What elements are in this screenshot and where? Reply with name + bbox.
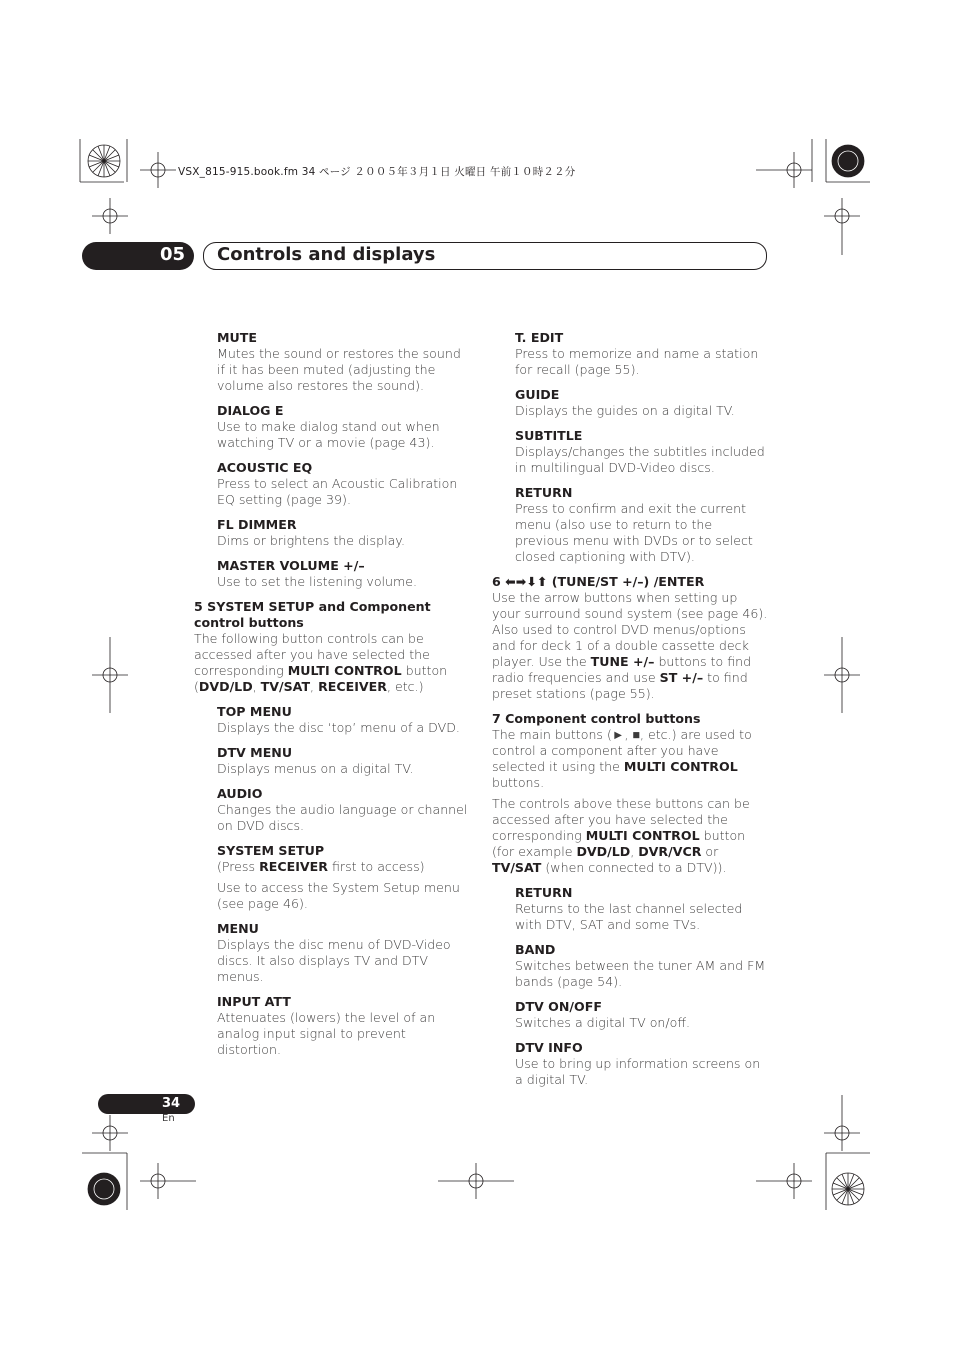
entry-desc: Displays/changes the subtitles included in multilingual DVD-Video discs.	[515, 444, 765, 475]
text-run: The main buttons (►, ■, etc.) are used to control a component after you have selected it using the	[492, 727, 752, 774]
text-run: (Press	[217, 859, 260, 874]
text-run: The controls above these buttons can be accessed after you have selected the corresponding	[492, 796, 750, 843]
text-bold: MULTI CONTROL	[585, 828, 700, 843]
text-run: Use the arrow buttons when setting up your surround sound system (see page 46). Also used to control DVD menus/options and for deck 1 of a double cassette deck player. Use the	[492, 590, 768, 669]
entry-acoustic-eq	[194, 460, 470, 508]
entry-dtv-on-off	[492, 999, 768, 1031]
entry-master-volume	[194, 558, 470, 590]
text-bold: TUNE +/–	[590, 654, 655, 669]
entry-desc: Press to confirm and exit the current menu (also use to return to the previous menu with DVDs or to select closed captioning with DTV).	[515, 501, 753, 564]
entry-dtv-menu	[194, 745, 470, 777]
entry-title: BAND	[515, 942, 556, 957]
entry-t-edit	[492, 330, 768, 378]
text-run: button (	[194, 663, 448, 694]
entry-title: RETURN	[515, 885, 573, 900]
text-bold: MULTI CONTROL	[623, 759, 738, 774]
entry-desc: Switches between the tuner AM and FM bands (page 54).	[515, 958, 766, 989]
chapter-title: Controls and displays	[217, 244, 436, 265]
text-bold: DVD/LD	[198, 679, 253, 694]
entry-desc: Switches a digital TV on/off.	[515, 1015, 691, 1030]
entry-title: DTV INFO	[515, 1040, 583, 1055]
entry-desc: Use to access the System Setup menu (see page 46).	[217, 880, 460, 911]
section-6-heading: 6 ⬅➡⬇⬆ (TUNE/ST +/–) /ENTER	[492, 574, 705, 589]
entry-guide	[492, 387, 768, 419]
entry-desc: Use to set the listening volume.	[217, 574, 418, 589]
text-run: buttons.	[492, 775, 545, 790]
chapter-number: 05	[160, 244, 186, 265]
entry-desc: Displays the disc menu of DVD-Video discs. It also displays TV and DTV menus.	[217, 937, 451, 984]
entry-title: DTV MENU	[217, 745, 293, 760]
entry-desc: Dims or brightens the display.	[217, 533, 405, 548]
entry-title: FL DIMMER	[217, 517, 297, 532]
page-number: 34	[162, 1096, 181, 1111]
text-bold: TV/SAT	[260, 679, 311, 694]
text-run: or	[701, 844, 719, 859]
text-run: ,	[252, 679, 261, 694]
entry-title: TOP MENU	[217, 704, 292, 719]
text-run: , etc.)	[386, 679, 424, 694]
entry-title: MASTER VOLUME +/–	[217, 558, 365, 573]
section-6-body	[492, 590, 768, 702]
entry-desc: Mutes the sound or restores the sound if it has been muted (adjusting the volume also restores the sound).	[217, 346, 461, 393]
text-bold: TV/SAT	[492, 860, 542, 875]
text-run: buttons to find radio frequencies and use	[492, 654, 752, 685]
text-bold: DVD/LD	[576, 844, 631, 859]
text-run: button (for example	[492, 828, 746, 859]
entry-title: DIALOG E	[217, 403, 284, 418]
entry-title: MUTE	[217, 330, 257, 345]
section-5-heading: 5 SYSTEM SETUP and Component control buttons	[194, 599, 431, 630]
entry-return-2	[492, 885, 768, 933]
text-bold: DVR/VCR	[638, 844, 702, 859]
entry-desc: Press to memorize and name a station for recall (page 55).	[515, 346, 759, 377]
entry-desc: Use to bring up information screens on a digital TV.	[515, 1056, 761, 1087]
text-bold: RECEIVER	[318, 679, 387, 694]
entry-system-setup	[194, 843, 470, 912]
text-run: to find preset stations (page 55).	[492, 670, 748, 701]
entry-title: INPUT ATT	[217, 994, 291, 1009]
entry-desc: Changes the audio language or channel on DVD discs.	[217, 802, 468, 833]
entry-fl-dimmer	[194, 517, 470, 549]
section-7-body-2	[492, 796, 768, 876]
entry-desc	[217, 859, 470, 875]
entry-title: SUBTITLE	[515, 428, 583, 443]
section-5-body	[194, 631, 470, 695]
section-7-body-1	[492, 727, 768, 791]
entry-title: ACOUSTIC EQ	[217, 460, 313, 475]
left-column	[194, 330, 470, 1067]
entry-desc: Attenuates (lowers) the level of an analog input signal to prevent distortion.	[217, 1010, 436, 1057]
entry-desc: Displays the guides on a digital TV.	[515, 403, 735, 418]
entry-desc: Returns to the last channel selected with DTV, SAT and some TVs.	[515, 901, 743, 932]
page-number-badge	[98, 1094, 195, 1114]
text-run: ,	[630, 844, 639, 859]
entry-menu	[194, 921, 470, 985]
text-bold: MULTI CONTROL	[287, 663, 402, 678]
text-run: (when connected to a DTV)).	[541, 860, 727, 875]
text-run: ,	[310, 679, 319, 694]
print-header: VSX_815-915.book.fm 34 ページ ２００５年３月１日 火曜日 午前１０時２２分	[178, 166, 576, 178]
entry-title: RETURN	[515, 485, 573, 500]
entry-title: T. EDIT	[515, 330, 564, 345]
text-bold: RECEIVER	[259, 859, 328, 874]
entry-title: MENU	[217, 921, 259, 936]
entry-title: AUDIO	[217, 786, 263, 801]
entry-subtitle	[492, 428, 768, 476]
entry-desc: Press to select an Acoustic Calibration EQ setting (page 39).	[217, 476, 458, 507]
entry-desc: Displays menus on a digital TV.	[217, 761, 414, 776]
entry-mute	[194, 330, 470, 394]
entry-audio	[194, 786, 470, 834]
page-language: En	[162, 1113, 175, 1124]
right-column	[492, 330, 768, 1097]
entry-title: SYSTEM SETUP	[217, 843, 325, 858]
entry-desc: Use to make dialog stand out when watching TV or a movie (page 43).	[217, 419, 440, 450]
entry-desc: Displays the disc ‘top’ menu of a DVD.	[217, 720, 460, 735]
entry-return	[492, 485, 768, 565]
text-run: first to access)	[327, 859, 425, 874]
entry-input-att	[194, 994, 470, 1058]
entry-dialog-e	[194, 403, 470, 451]
section-7-heading: 7 Component control buttons	[492, 711, 701, 726]
entry-band	[492, 942, 768, 990]
entry-top-menu	[194, 704, 470, 736]
entry-title: DTV ON/OFF	[515, 999, 602, 1014]
text-run: The following button controls can be accessed after you have selected the corresponding	[194, 631, 430, 678]
entry-dtv-info	[492, 1040, 768, 1088]
text-bold: ST +/–	[659, 670, 704, 685]
entry-title: GUIDE	[515, 387, 560, 402]
